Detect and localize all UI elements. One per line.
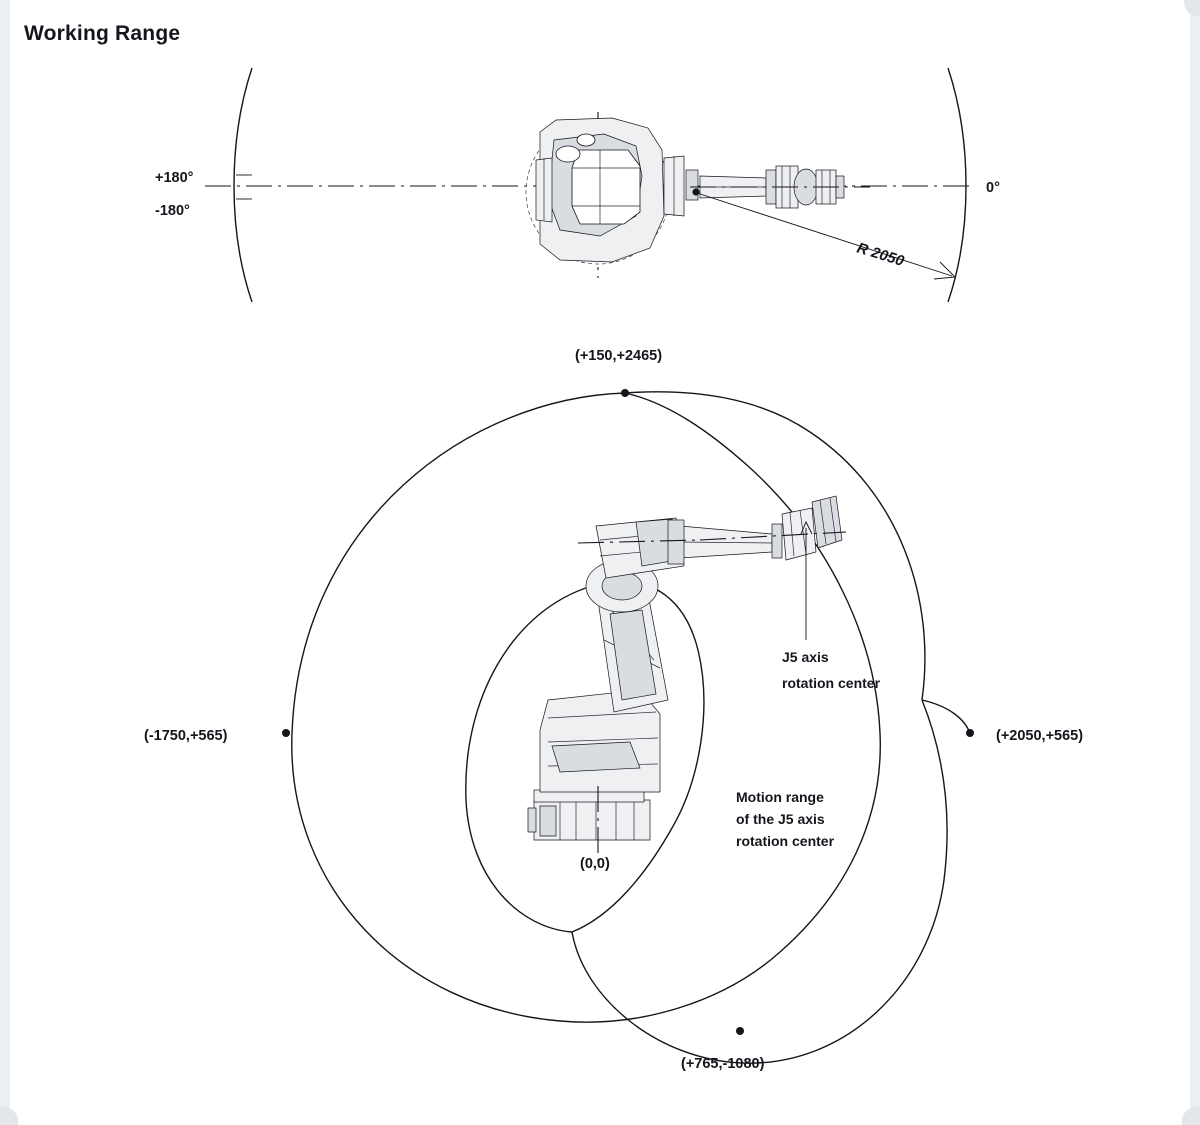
point-bottom: [736, 1027, 744, 1035]
label-motion-range-line1: Motion range: [736, 789, 824, 805]
side-view-working-envelope: [144, 348, 1083, 1072]
top-view-left-arc: [234, 68, 252, 302]
top-view-robot-body: [536, 118, 844, 262]
page-title: Working Range: [24, 22, 181, 45]
label-motion-range-line2: of the J5 axis: [736, 811, 825, 827]
top-view-right-arc: [948, 68, 966, 302]
label-plus-180: +180°: [155, 170, 194, 186]
top-view-rotation-range: [155, 68, 1000, 302]
label-j5-line2: rotation center: [782, 675, 881, 691]
label-point-bottom: (+765,-1080): [681, 1056, 765, 1072]
label-j5-line1: J5 axis: [782, 649, 829, 665]
label-motion-range-line3: rotation center: [736, 833, 835, 849]
label-point-left: (-1750,+565): [144, 728, 228, 744]
point-top: [621, 389, 629, 397]
label-origin: (0,0): [580, 856, 610, 872]
point-left: [282, 729, 290, 737]
label-minus-180: -180°: [155, 203, 190, 219]
label-zero-deg: 0°: [986, 180, 1000, 196]
top-view-radius-line: [697, 193, 952, 276]
label-radius: R 2050: [854, 239, 907, 270]
label-point-top: (+150,+2465): [575, 348, 663, 364]
label-point-right: (+2050,+565): [996, 728, 1084, 744]
top-view-j1-pivot-dot: [692, 188, 699, 195]
outer-envelope-right-tip: [922, 700, 970, 733]
top-view-radius-arrow: [934, 262, 955, 279]
